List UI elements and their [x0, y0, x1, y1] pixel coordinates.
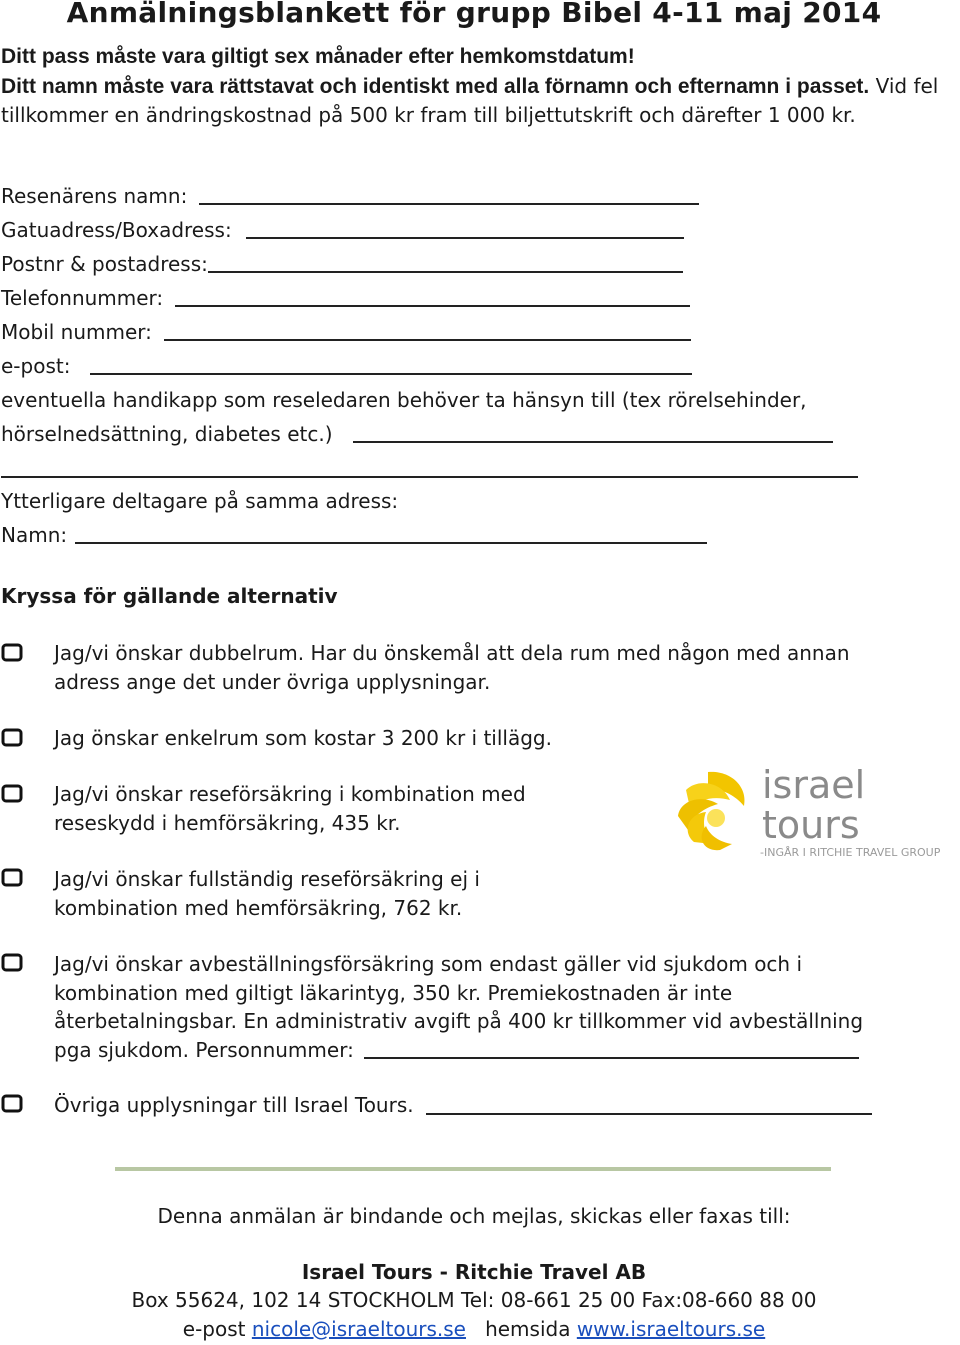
handicap-line-1[interactable]: [353, 441, 833, 443]
option-cancellation-insurance: [54, 950, 863, 1064]
company-name: Israel Tours - Ritchie Travel AB: [301, 1260, 647, 1284]
checkbox-icon[interactable]: [1, 868, 23, 887]
option-text: kombination med giltigt läkarintyg, 350 kr. Premiekostnaden är inte: [54, 980, 733, 1005]
additional-name-label: Namn:: [1, 523, 68, 547]
postal-address-line[interactable]: [208, 271, 683, 273]
mobile-row: [1, 318, 691, 346]
email-link[interactable]: nicole@israeltours.se: [251, 1317, 466, 1341]
option-text: reseskydd i hemförsäkring, 435 kr.: [54, 810, 401, 835]
checkbox-icon[interactable]: [1, 728, 23, 747]
additional-name-line[interactable]: [75, 542, 707, 544]
company-address: Box 55624, 102 14 STOCKHOLM Tel: 08-661 25 00 Fax:08-660 88 00: [131, 1288, 817, 1312]
israel-tours-logo: [672, 760, 947, 870]
other-info-line[interactable]: [426, 1113, 872, 1115]
checkbox-icon[interactable]: [1, 784, 23, 803]
option-text: Jag/vi önskar avbeställningsförsäkring som endast gäller vid sjukdom och i: [54, 952, 803, 976]
handicap-label-1: eventuella handikapp som reseledaren behöver ta hänsyn till (tex rörelsehinder,: [1, 388, 807, 412]
option-text: Jag önskar enkelrum som kostar 3 200 kr i tillägg.: [54, 726, 552, 750]
logo-word-israel: israel: [762, 763, 866, 807]
street-address-label: Gatuadress/Boxadress:: [1, 218, 232, 242]
logo-word-tours: tours: [762, 803, 860, 847]
personal-number-label: pga sjukdom. Personnummer:: [54, 1037, 354, 1062]
option-text: Jag/vi önskar dubbelrum. Har du önskemål att dela rum med någon med annan: [54, 641, 850, 665]
mobile-line[interactable]: [164, 339, 691, 341]
sun-icon: [678, 772, 745, 850]
phone-line[interactable]: [175, 305, 690, 307]
additional-participants-label: Ytterligare deltagare på samma adress:: [1, 489, 399, 513]
checkbox-icon[interactable]: [1, 1094, 23, 1113]
binding-notice: Denna anmälan är bindande och mejlas, skickas eller faxas till:: [157, 1204, 791, 1228]
street-address-line[interactable]: [246, 237, 684, 239]
footer-divider: [115, 1167, 831, 1171]
postal-address-label: Postnr & postadress:: [1, 252, 208, 276]
handicap-line-2[interactable]: [1, 476, 858, 478]
checkbox-icon[interactable]: [1, 643, 23, 662]
email-label: e-post:: [1, 354, 71, 378]
traveller-name-label: Resenärens namn:: [1, 184, 188, 208]
option-text: kombination med hemförsäkring, 762 kr.: [54, 895, 463, 920]
contact-row: [0, 1317, 948, 1341]
additional-name-row: [1, 521, 707, 549]
name-spelling-notice: Ditt namn måste vara rättstavat och identiskt med alla förnamn och efternamn i passet.: [1, 74, 870, 98]
option-other-info: [54, 1091, 872, 1120]
email-line[interactable]: [90, 373, 692, 375]
additional-participants-heading: [1, 487, 398, 515]
mobile-label: Mobil nummer:: [1, 320, 152, 344]
option-text: Jag/vi önskar fullständig reseförsäkring ej i: [54, 867, 480, 891]
handicap-row-1: [1, 386, 807, 414]
option-text: Jag/vi önskar reseförsäkring i kombination med: [54, 782, 526, 806]
option-text: återbetalningsbar. En administrativ avgift på 400 kr tillkommer vid avbeställning: [54, 1009, 864, 1033]
option-single-room: [54, 724, 552, 753]
web-prefix: hemsida: [485, 1317, 571, 1341]
personal-number-line[interactable]: [364, 1057, 859, 1059]
website-link[interactable]: www.israeltours.se: [576, 1317, 766, 1341]
traveller-name-line[interactable]: [199, 203, 699, 205]
option-travel-insurance-combined: [54, 780, 526, 837]
email-row: [1, 352, 692, 380]
traveller-name-row: [1, 182, 699, 210]
checkbox-icon[interactable]: [1, 953, 23, 972]
phone-label: Telefonnummer:: [1, 286, 164, 310]
email-prefix: e-post: [182, 1317, 246, 1341]
phone-row: [1, 284, 690, 312]
intro-paragraph: [1, 43, 946, 131]
option-text: adress ange det under övriga upplysningar.: [54, 669, 491, 694]
handicap-label-2: hörselnedsättning, diabetes etc.): [1, 422, 333, 446]
logo-tagline: -INGÅR I RITCHIE TRAVEL GROUP: [760, 846, 941, 859]
handicap-row-2: [1, 420, 833, 448]
passport-validity-notice: Ditt pass måste vara giltigt sex månader efter hemkomstdatum!: [1, 45, 635, 68]
options-heading: Kryssa för gällande alternativ: [1, 584, 338, 608]
change-fee-notice: Vid fel tillkommer en ändringskostnad på 500 kr fram till biljettutskrift och därefter 1 000 kr.: [1, 73, 939, 127]
personal-number-row: [54, 1036, 863, 1065]
postal-address-row: [1, 250, 683, 278]
street-address-row: [1, 216, 684, 244]
option-full-travel-insurance: [54, 865, 480, 922]
option-text: Övriga upplysningar till Israel Tours.: [54, 1093, 414, 1117]
page-title: Anmälningsblankett för grupp Bibel 4-11 maj 2014: [66, 0, 882, 29]
option-double-room: [54, 639, 850, 696]
